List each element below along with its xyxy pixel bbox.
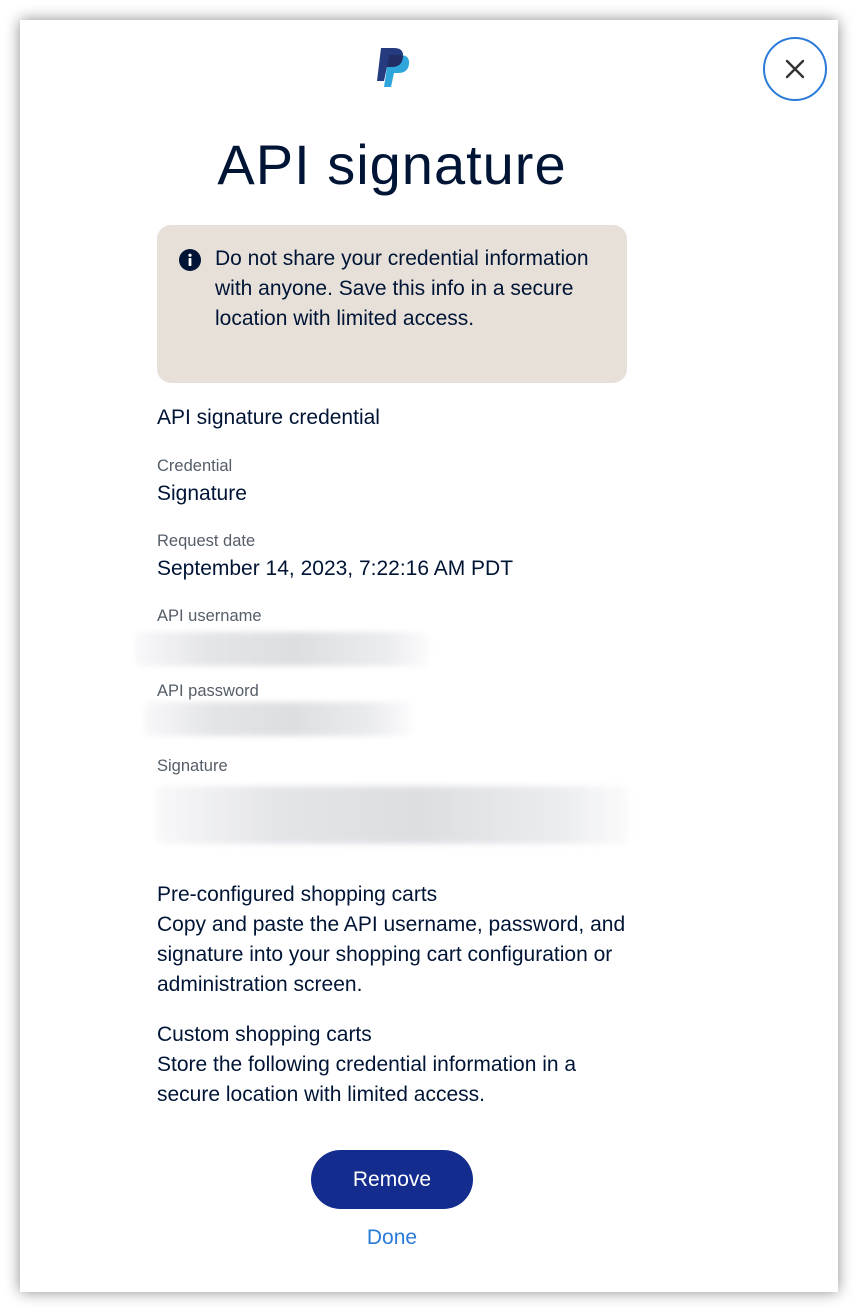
credential-label: Credential xyxy=(157,457,233,475)
info-icon xyxy=(179,249,201,271)
preconfigured-carts-title: Pre-configured shopping carts xyxy=(157,883,438,906)
alert-text: Do not share your credential information with anyone. Save this info in a secure location with limited access. xyxy=(215,247,589,330)
paypal-logo xyxy=(376,45,412,89)
remove-button[interactable]: Remove xyxy=(311,1150,473,1209)
dialog-title: API signature xyxy=(217,133,567,196)
custom-carts-body: Store the following credential information in a secure location with limited access. xyxy=(157,1053,577,1106)
request-date-label: Request date xyxy=(157,532,256,550)
done-link[interactable]: Done xyxy=(366,1226,418,1249)
custom-carts-title: Custom shopping carts xyxy=(157,1023,372,1046)
api-username-redacted-value xyxy=(135,632,429,666)
api-username-label: API username xyxy=(157,607,262,625)
close-icon xyxy=(784,58,806,80)
request-date-value: September 14, 2023, 7:22:16 AM PDT xyxy=(157,557,514,580)
close-button[interactable] xyxy=(763,37,827,101)
preconfigured-carts-info xyxy=(157,880,637,1000)
preconfigured-carts-body: Copy and paste the API username, password, and signature into your shopping cart configuration or administration screen. xyxy=(157,913,626,996)
api-signature-dialog xyxy=(20,20,838,1292)
api-password-redacted-value xyxy=(144,702,412,736)
credential-value: Signature xyxy=(157,482,247,505)
api-password-label: API password xyxy=(157,682,259,700)
signature-label: Signature xyxy=(157,757,228,775)
signature-redacted-value xyxy=(157,786,629,844)
security-alert xyxy=(157,225,627,383)
credential-section-heading: API signature credential xyxy=(157,406,380,429)
custom-carts-info xyxy=(157,1020,637,1110)
